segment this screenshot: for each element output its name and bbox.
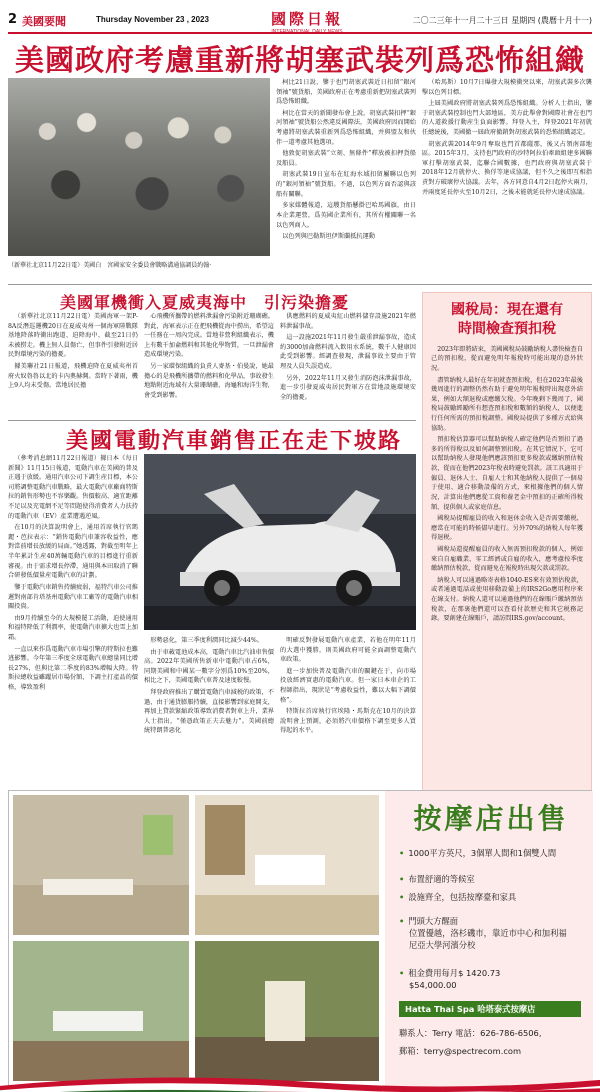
ev-col1 xyxy=(8,454,138,784)
page-headline: 美國政府考慮重新將胡塞武裝列爲恐怖組織 xyxy=(14,43,585,77)
article1-paragraph: 柯比在當天的新聞發布會上說，胡塞武裝扣押“銀河領袖”號貨船公然違反國際法，美國政府因而開始考慮將胡塞武裝重新列爲恐怖組織，并與盟友和伙伴一道考慮其他選項。 xyxy=(276,109,416,146)
tesla-photo xyxy=(144,454,416,630)
ev-col3 xyxy=(280,636,416,786)
ad-item-text: 尼亞大學河濱分校 xyxy=(409,940,476,951)
sidebar-paragraph: 國稅局還提醒雇員的收入無需預扣稅款的個人，例如來自自雇職業、零工經濟或自雇的收入，應考慮按季度繳納預估稅款，從而避免在報稅時出現欠款或罰款。 xyxy=(431,545,583,573)
ev-col2 xyxy=(144,636,274,786)
sidebar-body xyxy=(431,345,583,785)
sidebar-title-line: 國稅局：現在還有 xyxy=(451,302,563,318)
sidebar-paragraph: 國稅局提醒雇員的收入和退休金收入是否需要繳税，應當在可能的時候儘早進行。另外70%的納稅人每年獲得退税。 xyxy=(431,515,583,542)
ad-item: • 設施齊全，包括按摩臺和家具 xyxy=(399,892,517,902)
ev-paragraph: 鑒于電動汽車銷售持續疲弱，福特汽車公司推遲對南部肯塔基州電動汽車工廠等的電動汽車相關投資。 xyxy=(8,583,138,611)
logo-chinese: 國際日報 xyxy=(270,10,343,28)
ad-contact: 聯系人：Terry 電話：626-786-6506, xyxy=(399,1028,542,1038)
ad-item: • 布置舒適的等候室 xyxy=(399,874,475,884)
decorative-flag xyxy=(0,1060,600,1092)
ad-item-text: 布置舒適的等候室 xyxy=(408,874,475,884)
hawaii-paragraph: 另一家環保組織的負責人麥基・伯曼說，她最擔心的是飛機所攜帶的燃料和化學品，事故發生地點附近海域有大量珊瑚礁、海龜和海洋生物，會受到影響。 xyxy=(144,363,274,399)
ev-paragraph: 一直以來作爲電動汽車市場引擎的特斯拉也難逃影響。今年第三季度全球電動汽車總量同比增長27%，但與比第二季度的83%增幅大降。特斯拉總收益雖躍居市場份額，下調主打產品的價格，導致盈利 xyxy=(8,645,138,692)
ev-paragraph: 拜登政府推出了購買電動汽車減税的政策，不過，由于通貨膨脹持續，直接影響到家庭開支，再加上貸款緊縮政策導致消費者對車上升，業界人士指出，“僅憑政策正夫去魅力”。美國前總統特朗普惡化 xyxy=(144,689,274,735)
ev-paragraph: 在10月的決算說明會上，通用首席執行官瑪麗・芭拉表示：“銷售電動汽車兼容收益性，應對當前增長放緩的局面。”她透露，對截至明年上半年累計生産40萬輛電動汽車的目標進行重新審視。由于需求增長停滯，通用與本田取消了聯合研發低價量産電動汽車的計劃。 xyxy=(8,524,138,580)
ad-item-text: $54,000.00 xyxy=(409,980,457,991)
ev-paragraph: 明確反對發展電動汽車產業，若他在明年11月的大選中獲勝，則美國政府可能全面調整電動汽車政策。 xyxy=(280,637,416,664)
massage-shop-ad xyxy=(8,790,592,1088)
ev-paragraph: 特斯拉首席執行官埃隆・馬斯克在10月的決算說明會上預測，必須將汽車價格下調至更多人買得起的水平。 xyxy=(280,708,416,735)
hawaii-paragraph: 心飛機所攜帶的燃料泄漏會污染附近珊瑚礁。對此，海軍表示正在把飛機從海中撈出，希望這一任務在一周內完成。當地非營利組織表示，機上有數千加侖燃料和其他化學物質，一旦泄漏會造成環境污染。 xyxy=(144,313,274,359)
article1-col1 xyxy=(276,78,416,278)
ad-item-text: 租金費用每月$ 1420.73 xyxy=(408,968,501,978)
ad-item-text: 門頭大方醒面 xyxy=(408,916,459,926)
ev-paragraph: 進一步加快普及電動汽車的關鍵在于，向市場投放經濟實惠的電動汽車。但一家日本車企的工程師指出，現狀是“考慮收益性，難以大幅下調價格”。 xyxy=(280,667,416,704)
ad-info-panel xyxy=(385,791,593,1089)
article1-paragraph: 胡塞武裝2014年9月奪取也門首都薩那，後又占領南部地區。2015年3月，支持也門政府的沙特阿拉伯牽頭組建多國聯軍打擊胡塞武裝，迄聯合國數據，也門政府與胡塞武裝于2018年12月就停火、換俘等達成協議，但不久之後即互相指責對方破壞停火協議。去年，各方同意自4月2日起停火兩月，并兩度延長停火至10月2日，之後未能就延長停火達成協議。 xyxy=(422,140,592,196)
ad-email: 郵箱：terry@spectrecom.com xyxy=(399,1046,522,1056)
article1-paragraph: 以色列與巴勒斯坦伊斯蘭抵抗運動 xyxy=(282,233,375,241)
article1-paragraph: 胡塞武裝19日宣布在紅海水域扣留屬聯以色列的“銀河領袖”號貨船。不過，以色列方面否認與該船有關聯。 xyxy=(276,171,416,198)
irs-sidebar xyxy=(422,292,592,792)
ev-paragraph: （參考消息網11月22日報道）據日本《每日新聞》11月15日報道，電動汽車在美國的普及正遇于放緩。通用汽車公司下調生産目標，本公司將調整電動汽車戰略，最大電動汽車廠商特斯拉的銷售形勢也不容樂觀。售價較高、適宜距離不足以及充電網不足等問題使得消費者人力扶持的電動汽車（EV）產業遭遇逆風。 xyxy=(8,455,138,520)
hawaii-title: 美國軍機衝入夏威夷海中 引污染擔憂 xyxy=(60,293,350,312)
page-number: 2 xyxy=(8,12,18,27)
ad-title: 按摩店出售 xyxy=(413,802,569,835)
divider xyxy=(8,420,416,421)
ev-paragraph: 由9月持續至今的大規模罷工活動，迫使通用和福特降低了利潤率，使電動汽車擴大也雪上加霜。 xyxy=(8,614,138,641)
hawaii-paragraph: 供應燃料的夏威夷紅山燃料儲存設施2021年燃料泄漏事故。 xyxy=(280,313,416,330)
logo-english: INTERNATIONAL DAILY NEWS xyxy=(271,29,343,35)
sidebar-paragraph: 納稅人可以通過略寄表格1040-ES來有效預估稅款，或者通過電話或使用移動設備上的IRS2Go應用程序來在線支付。納稅人還可以通過他們的在線賬戶繳納預估稅款，在那裏他們還可以查看付款歷史和其它税務記錄。要創建在線賬戶，請訪問IRS.gov/account。 xyxy=(431,576,583,623)
ev-paragraph: 形勢惡化，第三季度利潤同比減少44%。 xyxy=(150,637,263,644)
sidebar-title-line: 時間檢查預扣稅 xyxy=(458,320,556,337)
divider xyxy=(8,284,592,285)
ev-title: 美國電動汽車銷售正在走下坡路 xyxy=(66,428,403,454)
hawaii-paragraph: （新華社北京11月22日電）美國海軍一架P-8A反潛巡邏機20日在夏威夷州一個海軍陸戰隊基地降落時衝出跑道、迫降海中，截至21日仍未被撈走。機上無人員傷亡，但事件引發附近居民對環境污染的擔憂。 xyxy=(8,313,138,359)
hawaii-paragraph: 據美聯社21日報道，飛機迫降在夏威夷州首府火奴魯魯以北的卡內奧赫灣。當時下著雨，機上9人均未受傷。當地居民擔 xyxy=(8,363,138,390)
article1-paragraph: 多家媒體報道，這艘貨船懸掛巴哈馬國旗，由日本企業運營，爲英國企業所有，其所有權關聯一名以色列商人。 xyxy=(276,202,416,229)
hawaii-col3 xyxy=(280,312,416,420)
ev-paragraph: 由于車載電池成本高，電動汽車比汽油車售價高。2022年美國所售新車中電動汽車占6%，同期美國和中國某一數字分別爲10%至20%，相比之下，美國電動汽車普及速度較慢。 xyxy=(144,648,274,685)
sidebar-paragraph: 預扣稅估算器可以幫助納稅人確定他們是否預扣了過多的所得稅以及如何調整預扣稅。在其它情況下，它可以幫助納稅人發現他們應該預扣更多稅款或繳納預估稅款，從而在他們2023年稅表時避免罰款。該工具適用于僱員、退休人士、自雇人士和其他納稅人提供了一個易于使用、適合移動設備的方式，來根據他們的個人情況，計算出他們應從工資和養老金中預扣的正確所得稅額，提供個人或家庭信息。 xyxy=(431,436,583,511)
ad-item: • 門頭大方醒面 位置優越，洛杉磯市，靠近市中心和加利福 尼亞大學河濱分校 xyxy=(399,916,567,951)
hawaii-paragraph: 另外，2022年11月又發生消防泡沫泄漏事故，進一步引發夏威夷居民對軍方在當地設施環境安全的擔憂。 xyxy=(280,374,416,401)
date-chinese: 二〇二三年十一月二十三日 星期四 (農曆十月十一) xyxy=(412,16,592,25)
ad-item-text: 1000平方英尺，3個單人間和1個雙人間 xyxy=(408,848,557,858)
date-english: Thursday November 23 , 2023 xyxy=(96,15,209,24)
sidebar-paragraph: 盡管納稅人最好在年初就查預扣稅，但在2023年最後幾周進行的調整仍然有助于避免明年報稅時出現意外結果，例如大額退稅或應繳欠稅。今年晚剩下幾周了，國稅局鼓勵經勵所有想查預扣稅和數額的納稅人，以便進行任何所需的預扣稅調整。國稅局提供了多種方式給與協助。 xyxy=(431,376,583,432)
shop-name-banner: Hatta Thai Spa 哈塔泰式按摩店 xyxy=(399,1001,581,1017)
ad-item: • 租金費用每月$ 1420.73 $54,000.00 xyxy=(399,968,501,991)
ad-item: • 1000平方英尺，3個單人間和1個雙人間 xyxy=(399,848,557,858)
article1-paragraph: 他敦促胡塞武裝“立刻、無條件”釋放被扣押貨船及船員。 xyxy=(276,150,416,167)
hawaii-col2 xyxy=(144,312,274,420)
article1-col2 xyxy=(422,78,592,278)
newspaper-logo xyxy=(252,8,362,35)
sidebar-paragraph: 2023年即將結束，美國國稅局鼓勵納稅人盡快檢查自己的預扣稅，從而避免明年報稅時可能出現的意外狀況。 xyxy=(431,345,583,372)
photo-caption: （新華社北京11月22日電）美國白 宮國家安全委員會戰略溝通協調員約翰· xyxy=(8,262,212,269)
ad-item-text: 位置優越，洛杉磯市，靠近市中心和加利福 xyxy=(409,928,567,939)
section-title: 美國要聞 xyxy=(22,15,66,28)
masthead xyxy=(8,6,592,34)
article1-paragraph: （哈馬斯）10月7日爆發大規模衝突以來，胡塞武裝多次襲擊以色列目標。 xyxy=(422,79,592,96)
room-photo xyxy=(195,795,379,935)
hawaii-col1 xyxy=(8,312,138,420)
article1-paragraph: 柯比21日說，鑒于也門胡塞武裝近日扣留“銀河領袖”號貨船，美國政府正在考慮重新把胡塞武裝列爲恐怖組織。 xyxy=(276,79,416,106)
ad-item-text: 設施齊全，包括按摩臺和家具 xyxy=(408,892,517,902)
article1-paragraph: 上屆美國政府將胡塞武裝列爲恐怖組織。分析人士指出，鑒于胡塞武裝控制也門大部地區，美方此舉會對國際社會在也門的人道救援行動産生負面影響。拜登入主，拜登2021年初就任總統後，美國撤一屆政府撤銷對胡塞武裝的恐怖組織認定。 xyxy=(422,100,592,137)
protest-photo xyxy=(8,78,270,256)
sidebar-title xyxy=(429,301,585,339)
room-photo xyxy=(13,795,189,935)
hawaii-paragraph: 這一設施2021年11月發生嚴重泄漏事故，造成約3000加侖燃料流入飲用水系統，數千人健康因此受到影響。經調查發現，泄漏事故主要由于管理及人員失誤造成。 xyxy=(280,334,416,371)
